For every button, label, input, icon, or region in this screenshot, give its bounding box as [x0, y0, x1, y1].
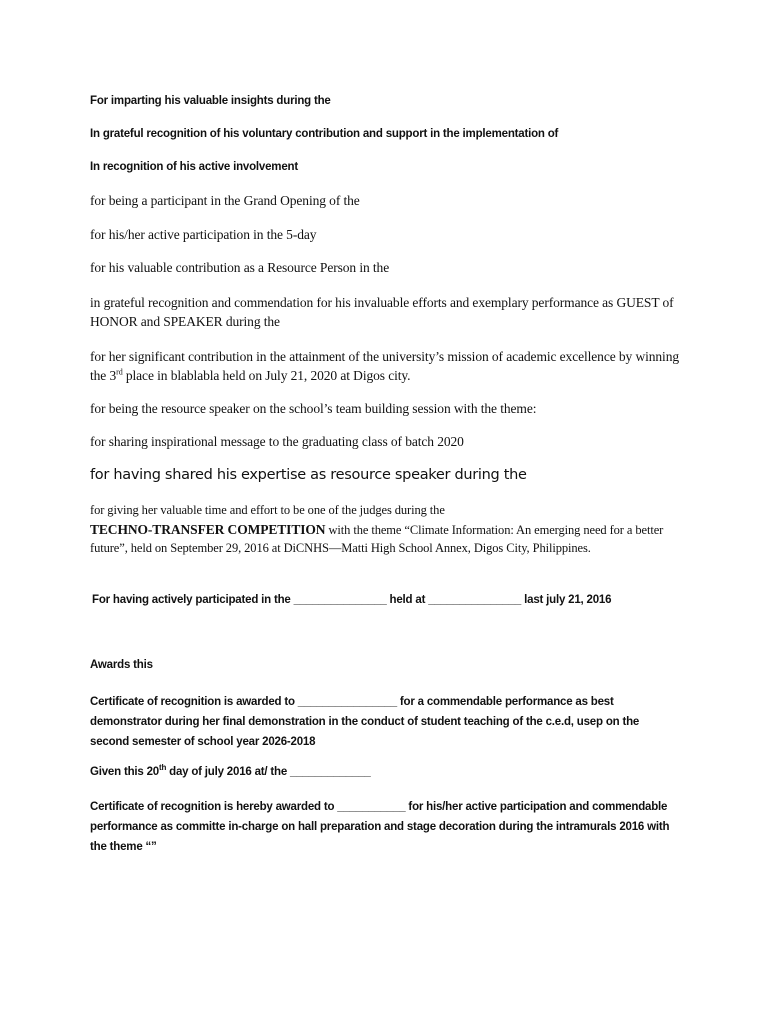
line-resource-person: for his valuable contribution as a Resource Person in the: [90, 260, 390, 275]
line-imparting-insights: For imparting his valuable insights during the: [90, 95, 331, 107]
line-grand-opening: for being a participant in the Grand Opening of the: [90, 193, 360, 208]
line-shared-expertise: for having shared his expertise as resource speaker during the: [90, 467, 527, 483]
competition-details: with the theme “Climate Information: An emerging need for a better future”, held on September 29, 2016 at DiCNHS—Matti High School Annex, Digos City, Philippines.: [90, 523, 664, 555]
given-this-part1: Given this 20: [90, 766, 159, 778]
line-inspirational-message: for sharing inspirational message to the graduating class of batch 2020: [90, 434, 464, 449]
line-significant-contribution-part1: for her significant contribution in the attainment of the university’s mission of academic excellence by winning the 3: [90, 349, 680, 383]
line-certificate-committee: Certificate of recognition is hereby awarded to ___________ for his/her active participation and commendable performance as committe in-charge on hall preparation and stage decoration during the intramurals 2016 with the theme “”: [90, 801, 670, 853]
line-voluntary-contribution: In grateful recognition of his voluntary contribution and support in the implementation of: [90, 128, 559, 140]
line-actively-participated: For having actively participated in the _______________ held at _______________ last july 21, 2016: [92, 594, 612, 606]
line-judges: for giving her valuable time and effort to be one of the judges during the: [90, 503, 445, 517]
line-techno-transfer: [90, 521, 680, 557]
line-significant-contribution: [90, 347, 680, 385]
line-five-day: for his/her active participation in the 5-day: [90, 227, 317, 242]
line-certificate-best-demonstrator: Certificate of recognition is awarded to ________________ for a commendable performance as best demonstrator during her final demonstration in the conduct of student teaching of the c.e.d, usep on the second semester of school year 2026-2018: [90, 696, 640, 748]
competition-name: TECHNO-TRANSFER COMPETITION: [90, 522, 326, 537]
line-active-involvement: In recognition of his active involvement: [90, 161, 298, 173]
given-this-part2: day of july 2016 at/ the _____________: [166, 766, 371, 778]
line-guest-of-honor: in grateful recognition and commendation for his invaluable efforts and exemplary performance as GUEST of HONOR and SPEAKER during the: [90, 295, 674, 329]
line-team-building: for being the resource speaker on the school’s team building session with the theme:: [90, 401, 537, 416]
line-given-this: [90, 763, 680, 778]
ordinal-rd: rd: [116, 367, 123, 377]
line-awards-this: Awards this: [90, 659, 153, 671]
ordinal-th: th: [158, 763, 167, 773]
line-significant-contribution-part2: place in blablabla held on July 21, 2020 at Digos city.: [122, 368, 411, 383]
